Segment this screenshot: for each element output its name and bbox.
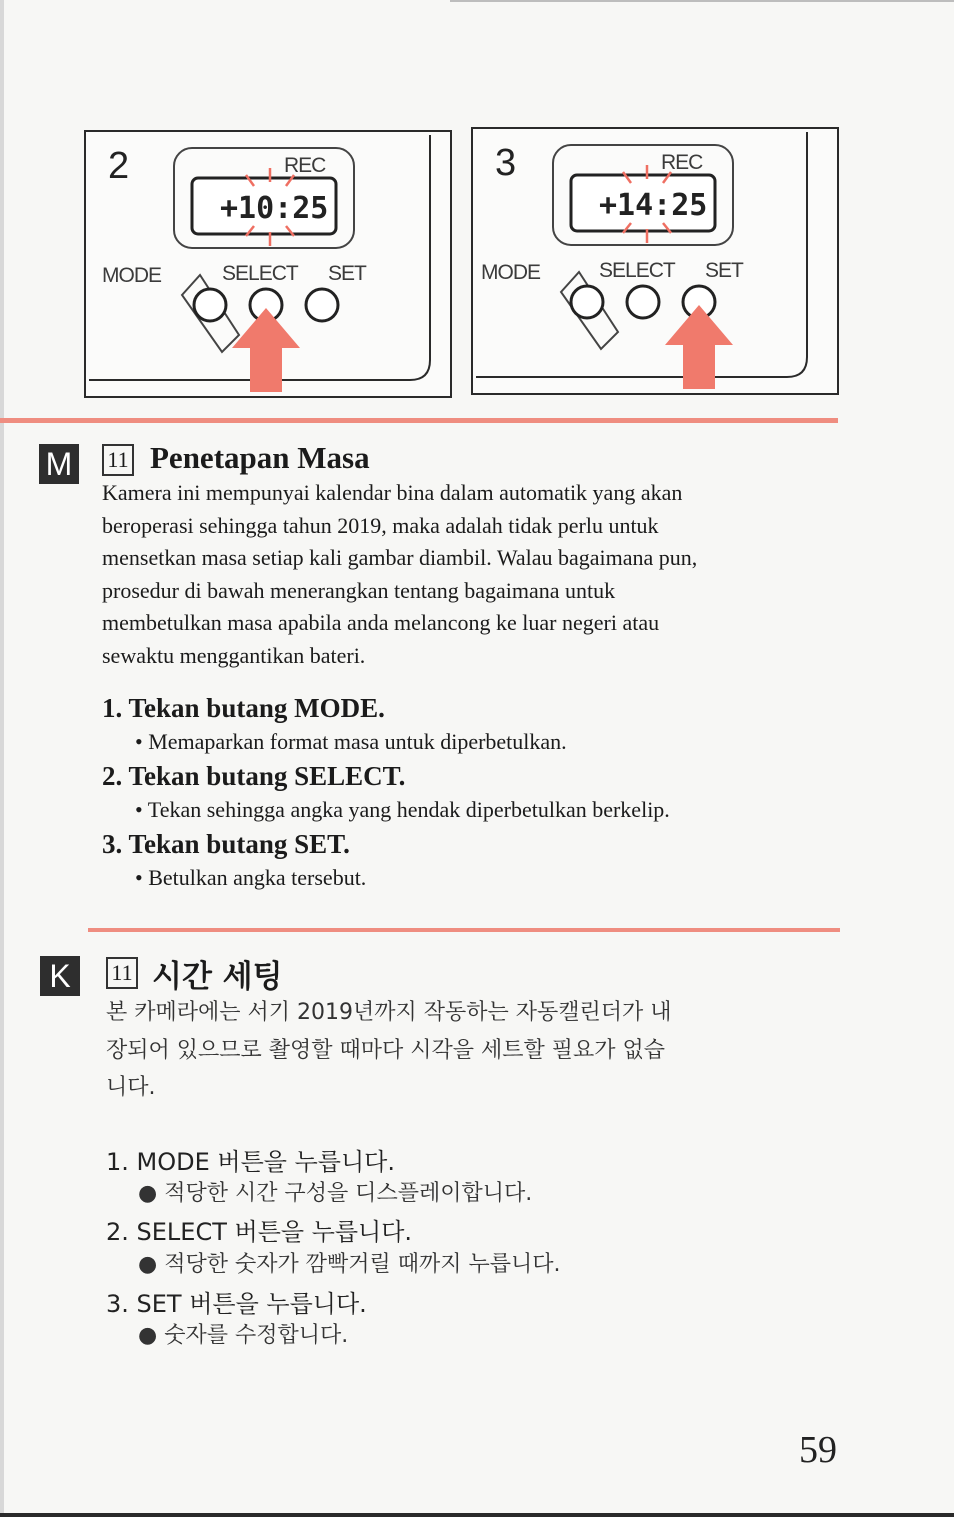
paragraph-line: sewaktu menggantikan bateri. bbox=[102, 642, 366, 668]
korean-step-3: 3. SET 버튼을 누릅니다. bbox=[106, 1290, 367, 1318]
lcd-value: +14:25 bbox=[599, 188, 708, 223]
illustration-panel-step-2 bbox=[84, 130, 454, 400]
section-number-box: 11 bbox=[106, 957, 138, 989]
section-title-malay: Penetapan Masa bbox=[150, 440, 370, 475]
paragraph-line: 장되어 있으므로 촬영할 때마다 시각을 세트할 필요가 없습 bbox=[106, 1037, 666, 1063]
mode-label: MODE bbox=[481, 261, 540, 284]
korean-step-2: 2. SELECT 버튼을 누릅니다. bbox=[106, 1218, 413, 1246]
page-bottom-edge bbox=[0, 1513, 954, 1517]
korean-step-3-note: ● 숫자를 수정합니다. bbox=[138, 1323, 349, 1348]
illustration-panel-step-3 bbox=[471, 127, 841, 397]
page-number: 59 bbox=[799, 1429, 837, 1471]
lcd-value: +10:25 bbox=[220, 191, 329, 226]
korean-step-1: 1. MODE 버튼을 누릅니다. bbox=[106, 1148, 395, 1176]
korean-step-1-note: ● 적당한 시간 구성을 디스플레이합니다. bbox=[138, 1181, 533, 1206]
set-label: SET bbox=[705, 259, 743, 282]
paragraph-line: mensetkan masa setiap kali gambar diambil. Walau bagaimana pun, bbox=[102, 545, 698, 570]
paragraph-line: 니다. bbox=[106, 1075, 156, 1100]
korean-intro-paragraph bbox=[106, 994, 672, 1107]
set-button[interactable] bbox=[306, 289, 338, 321]
rec-label: REC bbox=[661, 151, 703, 174]
korean-step-2-note: ● 적당한 숫자가 깜빡거릴 때까지 누릅니다. bbox=[138, 1252, 561, 1277]
malay-step-1-note: • Memaparkan format masa untuk diperbetulkan. bbox=[135, 729, 567, 754]
paragraph-line: Kamera ini mempunyai kalendar bina dalam automatik yang akan bbox=[102, 480, 683, 505]
panel-number: 3 bbox=[495, 142, 517, 184]
mode-button[interactable] bbox=[194, 289, 226, 321]
language-badge-korean: K bbox=[40, 956, 80, 996]
panel-number: 2 bbox=[108, 145, 130, 187]
paragraph-line: prosedur di bawah menerangkan tentang bagaimana untuk bbox=[102, 577, 616, 603]
rec-label: REC bbox=[284, 154, 326, 177]
malay-step-1: 1. Tekan butang MODE. bbox=[102, 693, 385, 723]
select-button[interactable] bbox=[627, 286, 659, 318]
section-title-korean: 시간 세팅 bbox=[152, 959, 283, 995]
select-label: SELECT bbox=[599, 259, 675, 282]
malay-step-2: 2. Tekan butang SELECT. bbox=[102, 761, 406, 791]
paragraph-line: 본 카메라에는 서기 2019년까지 작동하는 자동캘린더가 내 bbox=[106, 1000, 672, 1025]
malay-step-3: 3. Tekan butang SET. bbox=[102, 829, 350, 859]
page-left-edge bbox=[0, 0, 4, 1517]
top-rule bbox=[450, 0, 954, 2]
select-label: SELECT bbox=[222, 262, 298, 285]
malay-step-3-note: • Betulkan angka tersebut. bbox=[135, 865, 367, 890]
language-badge-malay: M bbox=[39, 444, 79, 484]
malay-intro-paragraph bbox=[102, 477, 697, 672]
paragraph-line: membetulkan masa apabila anda melancong ke luar negeri atau bbox=[102, 610, 660, 635]
section-divider-malay bbox=[0, 418, 838, 423]
paragraph-line: beroperasi sehingga tahun 2019, maka adalah tidak perlu untuk bbox=[102, 512, 659, 538]
mode-button[interactable] bbox=[571, 286, 603, 318]
malay-step-2-note: • Tekan sehingga angka yang hendak diperbetulkan berkelip. bbox=[135, 797, 670, 822]
mode-label: MODE bbox=[102, 264, 161, 287]
set-label: SET bbox=[328, 262, 366, 285]
section-number-box: 11 bbox=[102, 444, 134, 476]
section-divider-korean bbox=[88, 928, 840, 932]
